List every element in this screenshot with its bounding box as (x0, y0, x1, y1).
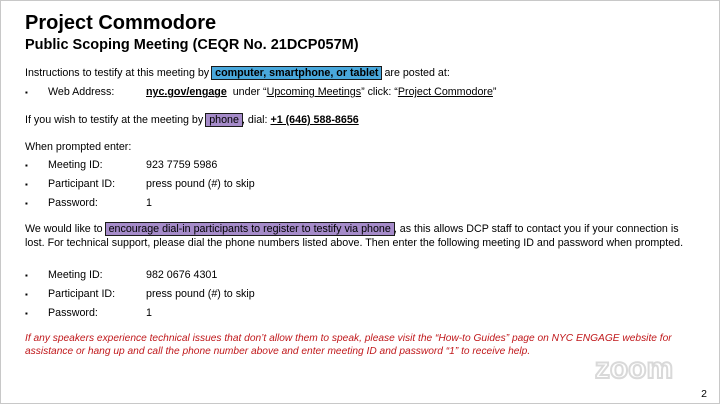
bullet-icon: ▪ (25, 88, 28, 97)
project-commodore-link[interactable]: Project Commodore (397, 86, 493, 98)
bullet-icon: ▪ (25, 199, 28, 208)
presentation-slide: Project Commodore Public Scoping Meeting (CEQR No. 21DCP057M) Instructions to testify at this meeting by computer, smartphone, or tablet are posted at: ▪ Web Address: nyc.gov/engage under “Upcoming Meetings” click: “Project Commodore” If you wish to testify at the meeting by phone , dial: +1 (646) 588-8656 When prompted enter: ▪ Meeting ID: 923 7759 5986 ▪ Participant ID: press pound (#) to skip ▪ Password: 1 We would like to encourage dial-in participants to register to testify via phone , as this allows DCP staff to contact you if your connection is lost. For technical support, please dial the phone numbers listed above. Then enter the following meeting ID and password when prompted. ▪ Meeting ID: 982 0676 4301 ▪ Participant ID: press pound (#) to skip ▪ Password: 1 If any speakers experience technical issues that don’t allow them to speak, please visit the “How-to Guides” page on NYC ENGAGE website for assistance or hang up and call the phone number above and enter meeting ID and password “1” to receive help. zoom 2 (0, 0, 720, 404)
register-paragraph: We would like to encourage dial-in participants to register to testify via phone , as this allows DCP staff to contact you if your connection is lost. For technical support, please dial the phone numbers listed above. Then enter the following meeting ID and password when prompted. (25, 223, 684, 249)
engage-link[interactable]: nyc.gov/engage (146, 86, 227, 98)
device-highlight: computer, smartphone, or tablet (212, 67, 381, 79)
bullet-icon: ▪ (25, 271, 28, 280)
bullet-icon: ▪ (25, 161, 28, 170)
zoom-watermark-text: zoom (594, 354, 674, 382)
register-highlight: encourage dial-in participants to register to testify via phone (106, 223, 394, 235)
upcoming-meetings-link[interactable]: Upcoming Meetings (266, 86, 362, 98)
slide-title: Project Commodore (25, 12, 217, 34)
bullet-icon: ▪ (25, 180, 28, 189)
page-number: 2 (701, 388, 707, 400)
slide-subtitle: Public Scoping Meeting (CEQR No. 21DCP057M) (25, 37, 359, 53)
phone-number-link[interactable]: +1 (646) 588-8656 (270, 114, 359, 126)
zoom-watermark-logo (577, 354, 691, 382)
bullet-icon: ▪ (25, 290, 28, 299)
technical-help-note: If any speakers experience technical issues that don’t allow them to speak, please visit the “How-to Guides” page on NYC ENGAGE website for assistance or hang up and call the phone number above and enter meeting ID and password “1” to receive help. (25, 333, 672, 357)
instructions-line: Instructions to testify at this meeting by computer, smartphone, or tablet are posted at: (25, 67, 450, 79)
bullet-icon: ▪ (25, 309, 28, 318)
prompted-text: When prompted enter: (25, 141, 132, 153)
web-address-label: Web Address: (48, 86, 115, 98)
phone-highlight: phone (206, 114, 242, 126)
phone-line: If you wish to testify at the meeting by phone , dial: +1 (646) 588-8656 (25, 114, 359, 126)
